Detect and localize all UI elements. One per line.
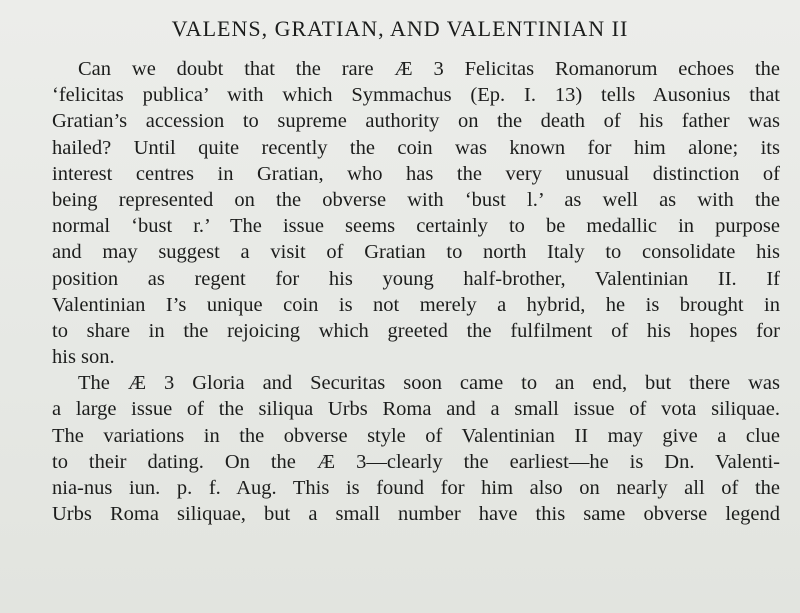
text-line: interest centres in Gratian, who has the very unusual distinction of [52,162,780,185]
text-line: position as regent for his young half-brother, Valentinian II. If [52,267,780,290]
text-line: a large issue of the siliqua Urbs Roma and a small issue of vota siliquae. [52,398,780,421]
text-line: The Æ 3 Gloria and Securitas soon came to an end, but there was [78,372,780,395]
body-text [52,56,780,527]
paragraph-1 [52,56,780,370]
text-line: Gratian’s accession to supreme authority on the death of his father was [52,110,780,133]
text-line: The variations in the obverse style of Valentinian II may give a clue [52,424,780,447]
running-header: VALENS, GRATIAN, AND VALENTINIAN II [171,16,629,41]
text-line: ‘felicitas publica’ with which Symmachus (Ep. I. 13) tells Ausonius that [52,84,780,107]
text-line: normal ‘bust r.’ The issue seems certainly to be medallic in purpose [52,215,780,238]
paragraph-2 [52,370,780,527]
text-line: hailed? Until quite recently the coin was known for him alone; its [52,136,780,159]
text-line: Valentinian I’s unique coin is not merely a hybrid, he is brought in [52,293,780,316]
text-line: being represented on the obverse with ‘bust l.’ as well as with the [52,188,780,211]
text-line: and may suggest a visit of Gratian to north Italy to consolidate his [52,241,780,264]
text-line: Can we doubt that the rare Æ 3 Felicitas Romanorum echoes the [78,58,780,80]
text-line: to their dating. On the Æ 3—clearly the earliest—he is Dn. Valenti- [52,450,780,473]
text-line: nia-nus iun. p. f. Aug. This is found for him also on nearly all of the [52,477,780,499]
text-line: to share in the rejoicing which greeted the fulfilment of his hopes for [52,319,780,342]
text-line: his son. [52,346,115,369]
text-line: Urbs Roma siliquae, but a small number have this same obverse legend [52,503,780,526]
